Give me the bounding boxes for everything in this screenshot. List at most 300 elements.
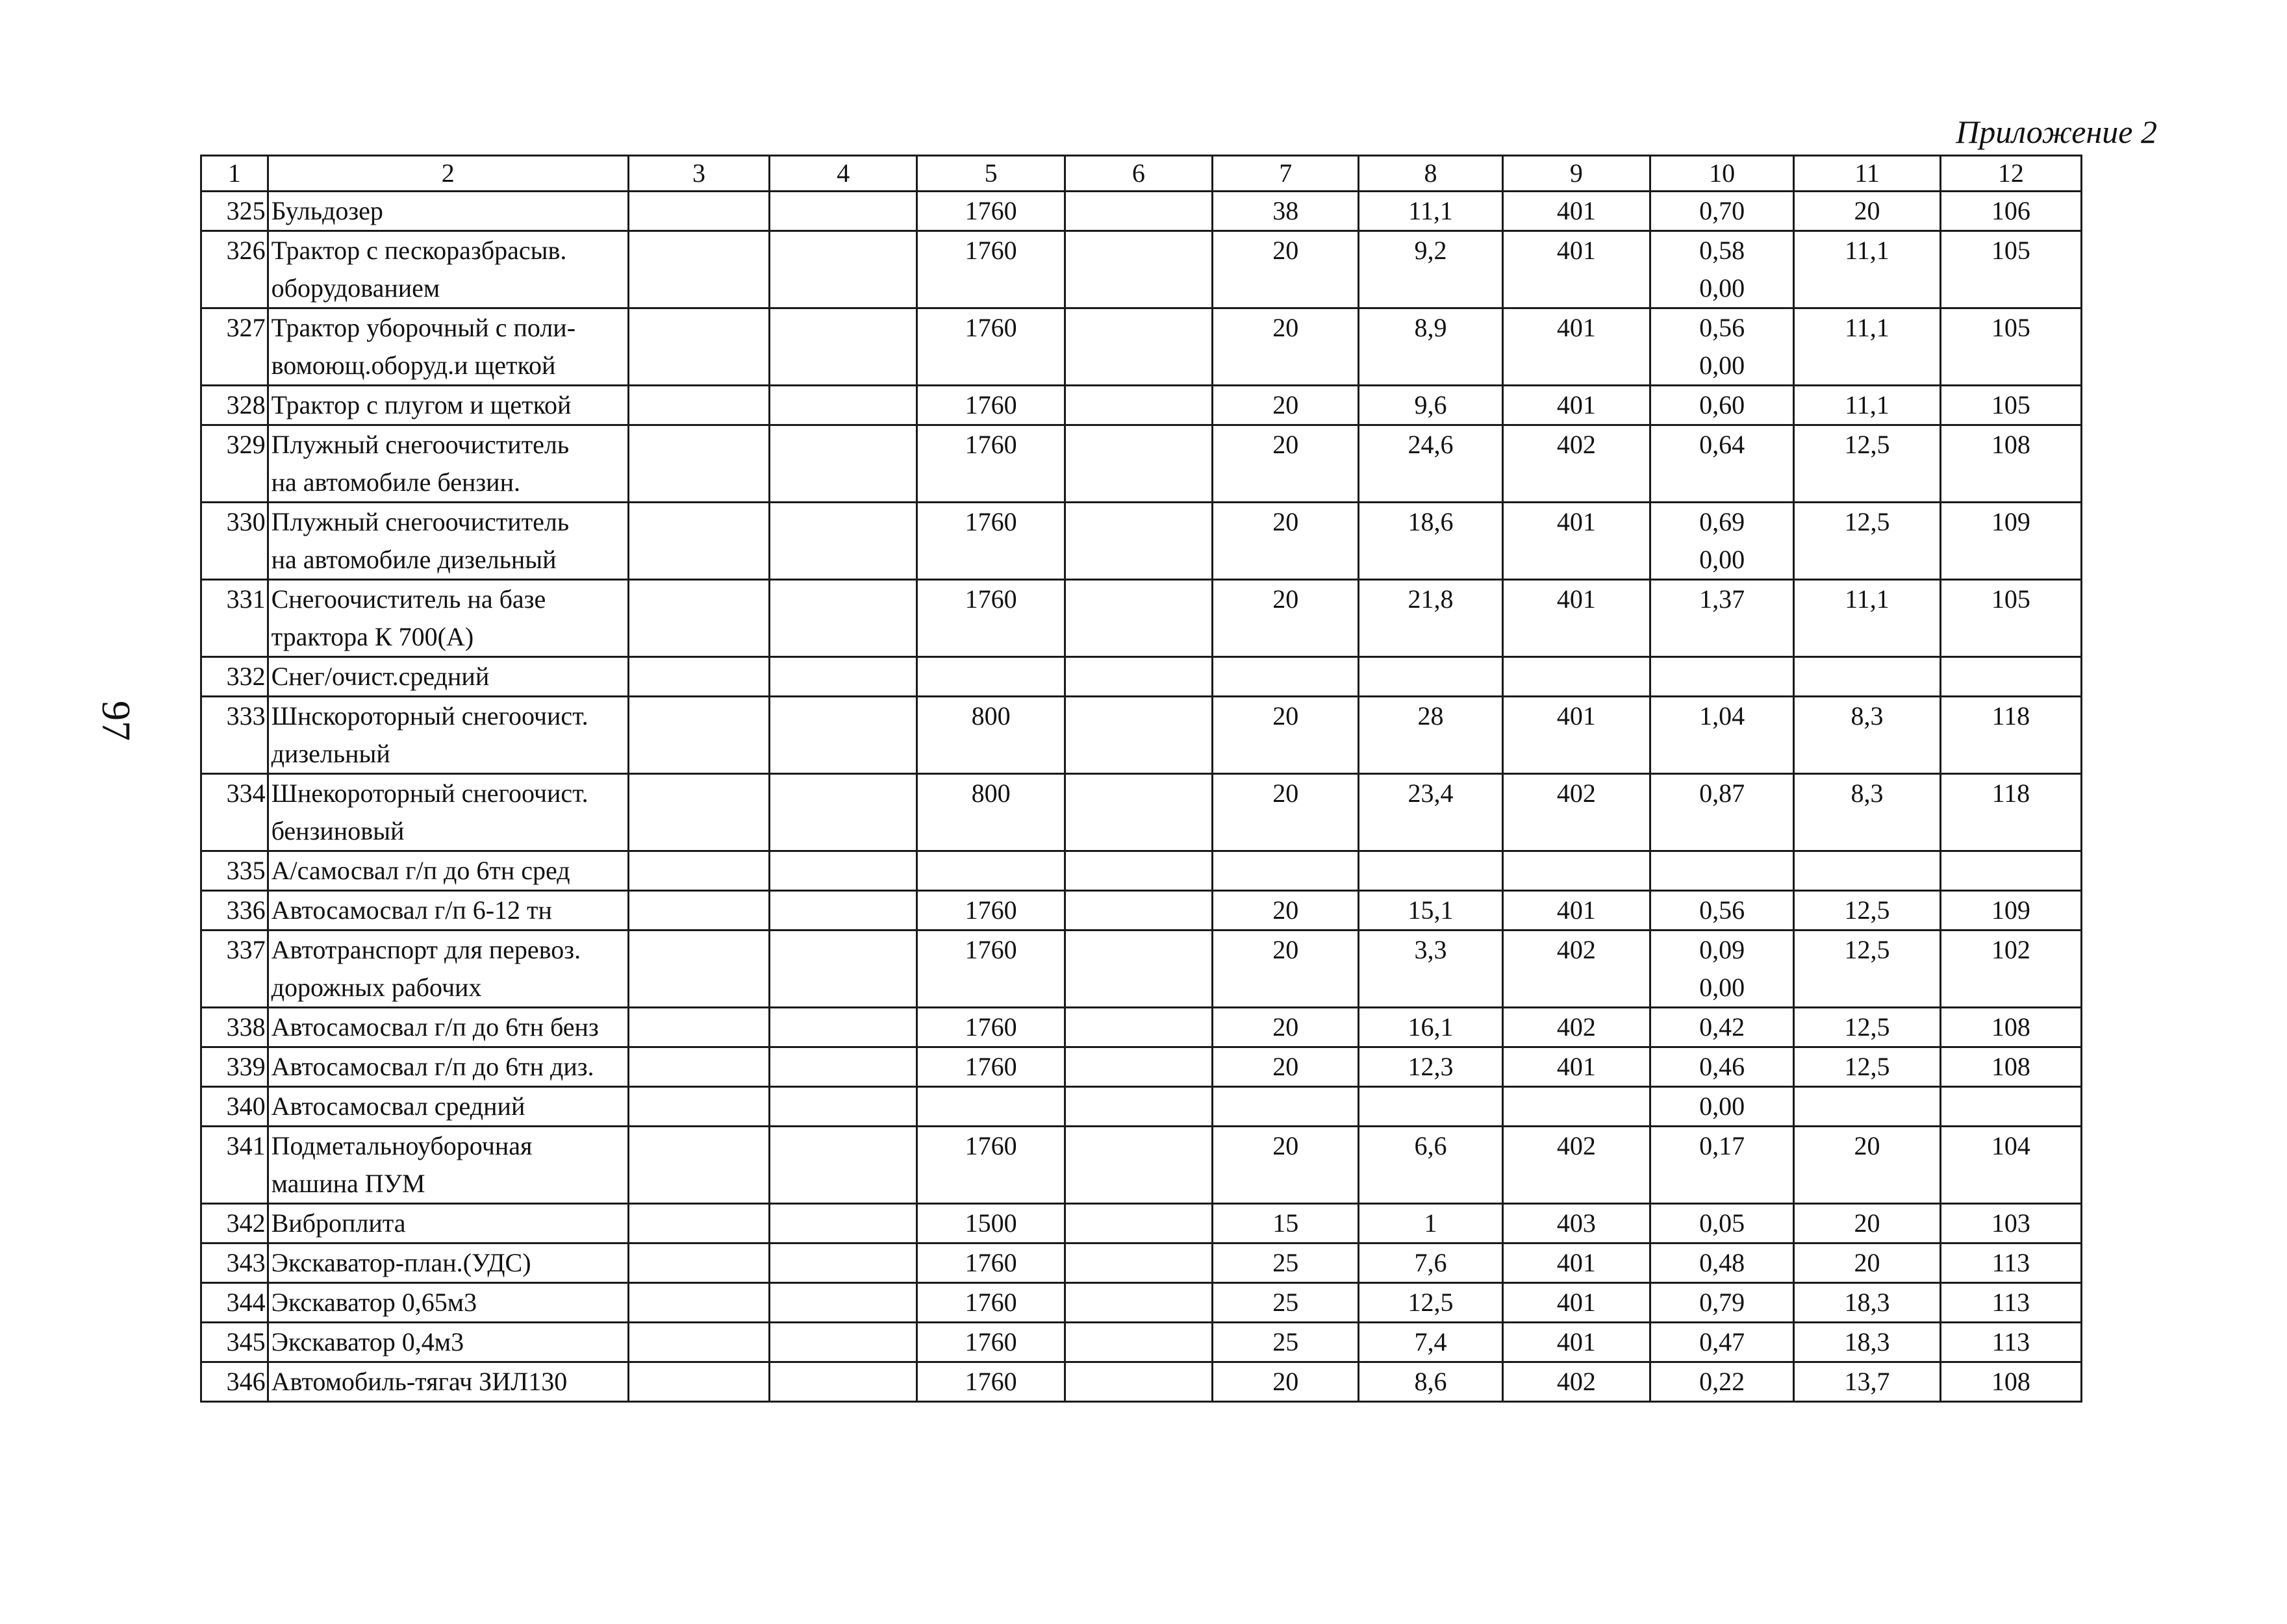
cell-line: 0,47 <box>1699 1327 1745 1356</box>
row-number: 330 <box>201 503 268 580</box>
cell-line: 0,46 <box>1699 1052 1745 1081</box>
cell-line: на автомобиле бензин. <box>271 468 520 497</box>
table-cell: 11,1 <box>1794 308 1940 386</box>
table-cell: 20 <box>1794 1127 1940 1204</box>
cell-line: на автомобиле дизельный <box>271 545 557 574</box>
table-cell: 25 <box>1213 1283 1359 1323</box>
table-cell <box>1650 1087 1794 1127</box>
table-cell: 402 <box>1502 931 1650 1008</box>
table-cell <box>770 386 917 425</box>
table-cell: 12,5 <box>1794 891 1940 931</box>
table-cell <box>1065 851 1212 891</box>
table-cell <box>1065 1323 1212 1362</box>
equipment-name <box>268 425 628 503</box>
table-cell: 105 <box>1940 231 2081 308</box>
table-cell: 105 <box>1940 580 2081 657</box>
page-number: 97 <box>94 701 138 741</box>
table-cell <box>628 1087 769 1127</box>
table-cell <box>770 192 917 231</box>
table-cell: 1760 <box>917 386 1065 425</box>
equipment-name <box>268 1283 628 1323</box>
table-cell: 1760 <box>917 503 1065 580</box>
table-cell <box>1213 851 1359 891</box>
table-cell: 401 <box>1502 697 1650 774</box>
table-cell: 1760 <box>917 1362 1065 1402</box>
row-number: 327 <box>201 308 268 386</box>
table-cell: 402 <box>1502 1008 1650 1047</box>
table-cell <box>917 1087 1065 1127</box>
header-row <box>201 156 2082 192</box>
cell-line: Шнекороторный снегоочист. <box>271 779 588 808</box>
table-cell: 20 <box>1213 774 1359 851</box>
table-cell: 6,6 <box>1359 1127 1502 1204</box>
table-cell <box>1650 851 1794 891</box>
table-cell <box>1065 1204 1212 1243</box>
table-row <box>201 1204 2082 1243</box>
table-cell <box>1650 192 1794 231</box>
cell-line: Снег/очист.средний <box>271 662 490 691</box>
equipment-name <box>268 308 628 386</box>
table-cell <box>1940 657 2081 697</box>
table-cell: 1760 <box>917 192 1065 231</box>
table-cell <box>1650 774 1794 851</box>
table-cell <box>628 580 769 657</box>
table-cell <box>1940 851 2081 891</box>
table-cell: 20 <box>1213 891 1359 931</box>
row-number: 337 <box>201 931 268 1008</box>
table-cell: 20 <box>1213 1127 1359 1204</box>
row-number: 332 <box>201 657 268 697</box>
row-number: 328 <box>201 386 268 425</box>
equipment-name <box>268 1127 628 1204</box>
row-number: 338 <box>201 1008 268 1047</box>
table-cell <box>1359 657 1502 697</box>
table-cell: 20 <box>1794 192 1940 231</box>
cell-line: 0,00 <box>1699 973 1745 1002</box>
table-cell <box>1650 697 1794 774</box>
table-cell <box>1794 851 1940 891</box>
table-cell <box>1650 1362 1794 1402</box>
table-cell: 12,5 <box>1794 425 1940 503</box>
table-row <box>201 1087 2082 1127</box>
table-cell: 105 <box>1940 308 2081 386</box>
table-cell <box>770 697 917 774</box>
cell-line: 1,37 <box>1699 584 1745 614</box>
table-cell <box>628 1362 769 1402</box>
table-cell: 28 <box>1359 697 1502 774</box>
table-cell: 8,3 <box>1794 697 1940 774</box>
cell-line: Автомобиль-тягач ЗИЛ130 <box>271 1367 568 1396</box>
table-cell: 12,5 <box>1794 503 1940 580</box>
row-number: 342 <box>201 1204 268 1243</box>
table-cell: 1760 <box>917 308 1065 386</box>
table-cell <box>628 1283 769 1323</box>
cell-line: 0,58 <box>1699 236 1745 265</box>
equipment-name <box>268 503 628 580</box>
table-row <box>201 1323 2082 1362</box>
table-cell: 1760 <box>917 1323 1065 1362</box>
table-cell <box>1650 1204 1794 1243</box>
cell-line: дизельный <box>271 739 390 768</box>
table-cell <box>1213 1087 1359 1127</box>
table-cell <box>770 580 917 657</box>
equipment-name <box>268 1362 628 1402</box>
table-cell <box>1065 503 1212 580</box>
table-cell <box>1065 657 1212 697</box>
table-cell <box>1650 1283 1794 1323</box>
column-header: 1 <box>201 156 268 192</box>
cell-line: 0,42 <box>1699 1012 1745 1042</box>
table-cell <box>628 503 769 580</box>
cell-line: Автосамосвал г/п до 6тн бенз <box>271 1012 599 1042</box>
table-cell: 20 <box>1213 1008 1359 1047</box>
table-cell <box>1650 580 1794 657</box>
table-cell <box>1940 1087 2081 1127</box>
table-cell <box>1065 1127 1212 1204</box>
table-cell: 106 <box>1940 192 2081 231</box>
equipment-name <box>268 1204 628 1243</box>
equipment-name <box>268 1323 628 1362</box>
table-cell: 401 <box>1502 891 1650 931</box>
table-cell: 401 <box>1502 231 1650 308</box>
table-cell <box>628 657 769 697</box>
table-row <box>201 1127 2082 1204</box>
table-row <box>201 231 2082 308</box>
table-cell <box>770 931 917 1008</box>
table-cell <box>770 308 917 386</box>
cell-line: Автосамосвал г/п до 6тн диз. <box>271 1052 594 1081</box>
table-cell: 113 <box>1940 1243 2081 1283</box>
table-cell <box>1650 931 1794 1008</box>
table-cell <box>1065 425 1212 503</box>
equipment-name <box>268 192 628 231</box>
table-cell <box>1650 231 1794 308</box>
cell-line: Автотранспорт для перевоз. <box>271 935 581 964</box>
equipment-name <box>268 1047 628 1087</box>
table-row <box>201 1243 2082 1283</box>
column-header: 10 <box>1650 156 1794 192</box>
table-cell: 401 <box>1502 503 1650 580</box>
cell-line: Подметальноуборочная <box>271 1131 533 1160</box>
table-cell <box>1065 1087 1212 1127</box>
row-number: 335 <box>201 851 268 891</box>
table-cell <box>1794 657 1940 697</box>
table-cell <box>628 931 769 1008</box>
table-cell: 20 <box>1794 1204 1940 1243</box>
table-cell <box>628 1204 769 1243</box>
cell-line: оборудованием <box>271 273 440 303</box>
cell-line: вомоющ.оборуд.и щеткой <box>271 351 556 380</box>
cell-line: Экскаватор-план.(УДС) <box>271 1248 531 1277</box>
table-cell: 401 <box>1502 386 1650 425</box>
table-cell <box>628 386 769 425</box>
table-cell <box>1650 308 1794 386</box>
table-cell <box>628 1127 769 1204</box>
table-cell <box>1502 851 1650 891</box>
table-cell: 113 <box>1940 1283 2081 1323</box>
cell-line: 0,09 <box>1699 935 1745 964</box>
table-cell: 11,1 <box>1794 580 1940 657</box>
cell-line: 0,79 <box>1699 1288 1745 1317</box>
table-cell <box>1065 308 1212 386</box>
table-cell: 403 <box>1502 1204 1650 1243</box>
table-cell <box>628 851 769 891</box>
table-cell <box>1650 1243 1794 1283</box>
table-cell <box>1065 231 1212 308</box>
table-cell <box>1065 774 1212 851</box>
table-row <box>201 308 2082 386</box>
cell-line: 0,48 <box>1699 1248 1745 1277</box>
cell-line: Автосамосвал г/п 6-12 тн <box>271 895 552 925</box>
cell-line: 0,87 <box>1699 779 1745 808</box>
cell-line: Виброплита <box>271 1208 406 1238</box>
table-cell: 18,6 <box>1359 503 1502 580</box>
table-cell: 20 <box>1213 580 1359 657</box>
table-cell: 20 <box>1213 425 1359 503</box>
cell-line: дорожных рабочих <box>271 973 482 1002</box>
table-cell <box>770 851 917 891</box>
column-header: 5 <box>917 156 1065 192</box>
table-cell: 9,6 <box>1359 386 1502 425</box>
table-cell: 11,1 <box>1794 386 1940 425</box>
column-header: 7 <box>1213 156 1359 192</box>
table-cell <box>1650 1047 1794 1087</box>
table-cell: 20 <box>1213 697 1359 774</box>
cell-line: бензиновый <box>271 816 405 845</box>
table-cell <box>628 231 769 308</box>
table-cell <box>1065 931 1212 1008</box>
row-number: 340 <box>201 1087 268 1127</box>
cell-line: 0,05 <box>1699 1208 1745 1238</box>
table-cell: 1 <box>1359 1204 1502 1243</box>
cell-line: 0,56 <box>1699 895 1745 925</box>
table-cell: 8,9 <box>1359 308 1502 386</box>
table-cell: 402 <box>1502 1127 1650 1204</box>
column-header: 6 <box>1065 156 1212 192</box>
table-cell: 20 <box>1213 308 1359 386</box>
table-cell <box>628 192 769 231</box>
table-cell: 1760 <box>917 580 1065 657</box>
table-cell: 401 <box>1502 1047 1650 1087</box>
table-cell <box>770 1087 917 1127</box>
table-cell <box>628 1008 769 1047</box>
equipment-name <box>268 386 628 425</box>
table-row <box>201 425 2082 503</box>
table-cell: 118 <box>1940 697 2081 774</box>
equipment-table <box>200 155 2082 1403</box>
table-row <box>201 580 2082 657</box>
table-cell <box>1650 503 1794 580</box>
column-header: 2 <box>268 156 628 192</box>
table-cell: 8,6 <box>1359 1362 1502 1402</box>
row-number: 346 <box>201 1362 268 1402</box>
cell-line: 0,17 <box>1699 1131 1745 1160</box>
row-number: 339 <box>201 1047 268 1087</box>
table-cell: 20 <box>1213 1362 1359 1402</box>
table-row <box>201 1008 2082 1047</box>
equipment-name <box>268 1008 628 1047</box>
table-cell <box>1650 386 1794 425</box>
table-cell: 21,8 <box>1359 580 1502 657</box>
table-cell <box>628 308 769 386</box>
table-cell <box>1650 425 1794 503</box>
table-cell: 1760 <box>917 931 1065 1008</box>
table-cell: 103 <box>1940 1204 2081 1243</box>
table-cell: 401 <box>1502 1283 1650 1323</box>
table-cell <box>1065 386 1212 425</box>
column-header: 8 <box>1359 156 1502 192</box>
cell-line: машина ПУМ <box>271 1169 425 1198</box>
row-number: 333 <box>201 697 268 774</box>
table-row <box>201 657 2082 697</box>
cell-line: Трактор с плугом и щеткой <box>271 390 572 419</box>
table-cell: 25 <box>1213 1243 1359 1283</box>
column-header: 11 <box>1794 156 1940 192</box>
table-cell <box>628 425 769 503</box>
table-cell: 23,4 <box>1359 774 1502 851</box>
table-cell <box>770 425 917 503</box>
table-cell: 1760 <box>917 1243 1065 1283</box>
table-cell <box>770 774 917 851</box>
table-cell: 1760 <box>917 1008 1065 1047</box>
cell-line: Трактор с пескоразбрасыв. <box>271 236 567 265</box>
column-header: 3 <box>628 156 769 192</box>
equipment-name <box>268 891 628 931</box>
table-cell <box>1065 891 1212 931</box>
cell-line: А/самосвал г/п до 6тн сред <box>271 856 570 885</box>
table-cell <box>1065 580 1212 657</box>
row-number: 334 <box>201 774 268 851</box>
table-cell: 3,3 <box>1359 931 1502 1008</box>
table-cell <box>1065 1008 1212 1047</box>
table-cell: 1760 <box>917 231 1065 308</box>
table-cell <box>1502 1087 1650 1127</box>
column-header: 12 <box>1940 156 2081 192</box>
table-cell <box>1065 1243 1212 1283</box>
table-cell: 401 <box>1502 192 1650 231</box>
table-cell <box>770 1047 917 1087</box>
table-cell <box>1065 1362 1212 1402</box>
table-cell: 16,1 <box>1359 1008 1502 1047</box>
cell-line: 1,04 <box>1699 701 1745 731</box>
table-cell: 12,5 <box>1359 1283 1502 1323</box>
table-row <box>201 1047 2082 1087</box>
table-cell: 800 <box>917 774 1065 851</box>
table-cell <box>770 1204 917 1243</box>
table-cell <box>1359 1087 1502 1127</box>
cell-line: 0,00 <box>1699 545 1745 574</box>
table-cell <box>917 657 1065 697</box>
cell-line: 0,00 <box>1699 273 1745 303</box>
cell-line: 0,22 <box>1699 1367 1745 1396</box>
table-cell: 25 <box>1213 1323 1359 1362</box>
table-row <box>201 1362 2082 1402</box>
table-row <box>201 386 2082 425</box>
table-cell: 13,7 <box>1794 1362 1940 1402</box>
cell-line: 0,00 <box>1699 351 1745 380</box>
table-cell: 20 <box>1213 231 1359 308</box>
table-cell: 401 <box>1502 308 1650 386</box>
table-cell <box>1065 192 1212 231</box>
cell-line: 0,56 <box>1699 313 1745 342</box>
table-cell <box>770 231 917 308</box>
table-cell <box>770 1127 917 1204</box>
table-cell: 401 <box>1502 1323 1650 1362</box>
table-cell: 20 <box>1794 1243 1940 1283</box>
table-cell <box>917 851 1065 891</box>
table-cell: 18,3 <box>1794 1283 1940 1323</box>
table-cell <box>628 1047 769 1087</box>
row-number: 325 <box>201 192 268 231</box>
table-cell: 7,6 <box>1359 1243 1502 1283</box>
cell-line: Плужный снегоочиститель <box>271 430 570 459</box>
table-cell: 20 <box>1213 931 1359 1008</box>
table-body <box>201 156 2082 1402</box>
equipment-name <box>268 931 628 1008</box>
table-cell: 38 <box>1213 192 1359 231</box>
table-cell: 12,5 <box>1794 931 1940 1008</box>
table-row <box>201 192 2082 231</box>
table-row <box>201 1283 2082 1323</box>
table-cell: 108 <box>1940 1008 2081 1047</box>
table-cell: 1760 <box>917 1283 1065 1323</box>
table-cell: 118 <box>1940 774 2081 851</box>
table-cell <box>1502 657 1650 697</box>
table-cell <box>770 891 917 931</box>
equipment-name <box>268 774 628 851</box>
appendix-label: Приложение 2 <box>1956 114 2157 150</box>
row-number: 345 <box>201 1323 268 1362</box>
table-cell: 800 <box>917 697 1065 774</box>
table-cell: 15 <box>1213 1204 1359 1243</box>
table-cell <box>1650 657 1794 697</box>
row-number: 326 <box>201 231 268 308</box>
cell-line: Трактор уборочный с поли- <box>271 313 576 342</box>
table-row <box>201 931 2082 1008</box>
table-cell: 402 <box>1502 1362 1650 1402</box>
table-cell: 1760 <box>917 1127 1065 1204</box>
table-cell: 11,1 <box>1359 192 1502 231</box>
table-cell <box>1213 657 1359 697</box>
table-cell: 102 <box>1940 931 2081 1008</box>
row-number: 331 <box>201 580 268 657</box>
table-cell: 108 <box>1940 1362 2081 1402</box>
table-cell: 402 <box>1502 425 1650 503</box>
table-row <box>201 891 2082 931</box>
table-cell: 7,4 <box>1359 1323 1502 1362</box>
table-cell <box>1065 1047 1212 1087</box>
table-cell: 24,6 <box>1359 425 1502 503</box>
table-cell: 15,1 <box>1359 891 1502 931</box>
table-cell: 12,3 <box>1359 1047 1502 1087</box>
table-cell <box>770 1243 917 1283</box>
cell-line: 0,00 <box>1699 1092 1745 1121</box>
table-cell <box>1794 1087 1940 1127</box>
table-row <box>201 697 2082 774</box>
equipment-name <box>268 231 628 308</box>
cell-line: 0,69 <box>1699 507 1745 536</box>
table-cell: 108 <box>1940 425 2081 503</box>
cell-line: Снегоочиститель на базе <box>271 584 546 614</box>
table-cell <box>770 657 917 697</box>
equipment-name <box>268 697 628 774</box>
row-number: 336 <box>201 891 268 931</box>
table-cell: 402 <box>1502 774 1650 851</box>
table-cell <box>1650 1323 1794 1362</box>
table-cell <box>770 1323 917 1362</box>
equipment-name <box>268 1243 628 1283</box>
table-cell: 18,3 <box>1794 1323 1940 1362</box>
